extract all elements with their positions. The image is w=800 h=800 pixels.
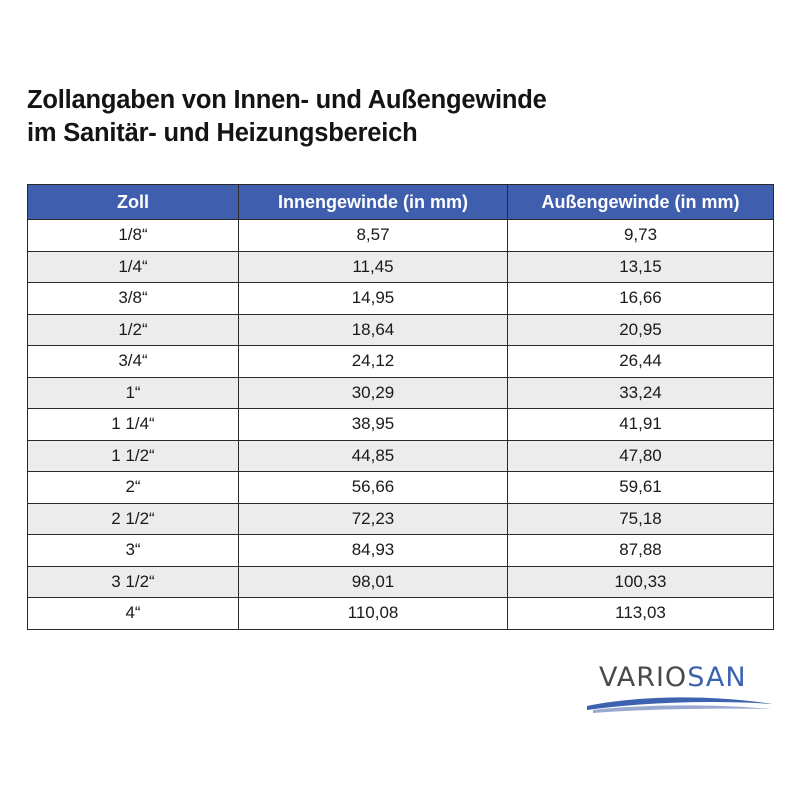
aussengewinde-cell: 33,24: [508, 377, 774, 409]
zoll-cell: 1/2“: [28, 314, 239, 346]
innengewinde-cell: 11,45: [239, 251, 508, 283]
logo-text-vario: VARIO: [599, 662, 688, 693]
table-row: [28, 409, 774, 441]
aussengewinde-cell: 9,73: [508, 220, 774, 252]
zoll-cell: 1 1/4“: [28, 409, 239, 441]
innengewinde-cell: 38,95: [239, 409, 508, 441]
table-row: [28, 283, 774, 315]
zoll-cell: 3“: [28, 535, 239, 567]
zoll-cell: 3/8“: [28, 283, 239, 315]
aussengewinde-cell: 16,66: [508, 283, 774, 315]
zoll-cell: 1/4“: [28, 251, 239, 283]
innengewinde-cell: 30,29: [239, 377, 508, 409]
logo-text-san: SAN: [687, 662, 747, 693]
innengewinde-cell: 24,12: [239, 346, 508, 378]
table-row: [28, 472, 774, 504]
title-line-1: Zollangaben von Innen- und Außengewinde: [27, 86, 547, 114]
table-row: [28, 598, 774, 630]
zoll-cell: 1 1/2“: [28, 440, 239, 472]
header-innengewinde: Innengewinde (in mm): [239, 185, 508, 220]
zoll-cell: 2 1/2“: [28, 503, 239, 535]
innengewinde-cell: 8,57: [239, 220, 508, 252]
innengewinde-cell: 110,08: [239, 598, 508, 630]
table-row: [28, 251, 774, 283]
innengewinde-cell: 14,95: [239, 283, 508, 315]
table-row: [28, 503, 774, 535]
aussengewinde-cell: 113,03: [508, 598, 774, 630]
aussengewinde-cell: 100,33: [508, 566, 774, 598]
logo-swoosh-icon: [585, 692, 775, 714]
logo-wordmark: [599, 662, 747, 693]
zoll-cell: 1/8“: [28, 220, 239, 252]
innengewinde-cell: 98,01: [239, 566, 508, 598]
zoll-cell: 2“: [28, 472, 239, 504]
table-row: [28, 440, 774, 472]
aussengewinde-cell: 59,61: [508, 472, 774, 504]
aussengewinde-cell: 87,88: [508, 535, 774, 567]
title-line-2: im Sanitär- und Heizungsbereich: [27, 119, 418, 147]
header-aussengewinde: Außengewinde (in mm): [508, 185, 774, 220]
aussengewinde-cell: 41,91: [508, 409, 774, 441]
innengewinde-cell: 84,93: [239, 535, 508, 567]
table-header-row: [28, 185, 774, 220]
zoll-cell: 4“: [28, 598, 239, 630]
innengewinde-cell: 44,85: [239, 440, 508, 472]
variosan-logo: [585, 662, 775, 712]
zoll-cell: 3/4“: [28, 346, 239, 378]
aussengewinde-cell: 20,95: [508, 314, 774, 346]
innengewinde-cell: 72,23: [239, 503, 508, 535]
aussengewinde-cell: 75,18: [508, 503, 774, 535]
innengewinde-cell: 18,64: [239, 314, 508, 346]
table-row: [28, 535, 774, 567]
page-title: [27, 84, 767, 150]
table-row: [28, 566, 774, 598]
header-zoll: Zoll: [28, 185, 239, 220]
innengewinde-cell: 56,66: [239, 472, 508, 504]
aussengewinde-cell: 13,15: [508, 251, 774, 283]
table-row: [28, 346, 774, 378]
table-row: [28, 377, 774, 409]
zoll-cell: 1“: [28, 377, 239, 409]
table-row: [28, 314, 774, 346]
aussengewinde-cell: 47,80: [508, 440, 774, 472]
table-row: [28, 220, 774, 252]
thread-size-table: [27, 184, 774, 630]
zoll-cell: 3 1/2“: [28, 566, 239, 598]
aussengewinde-cell: 26,44: [508, 346, 774, 378]
